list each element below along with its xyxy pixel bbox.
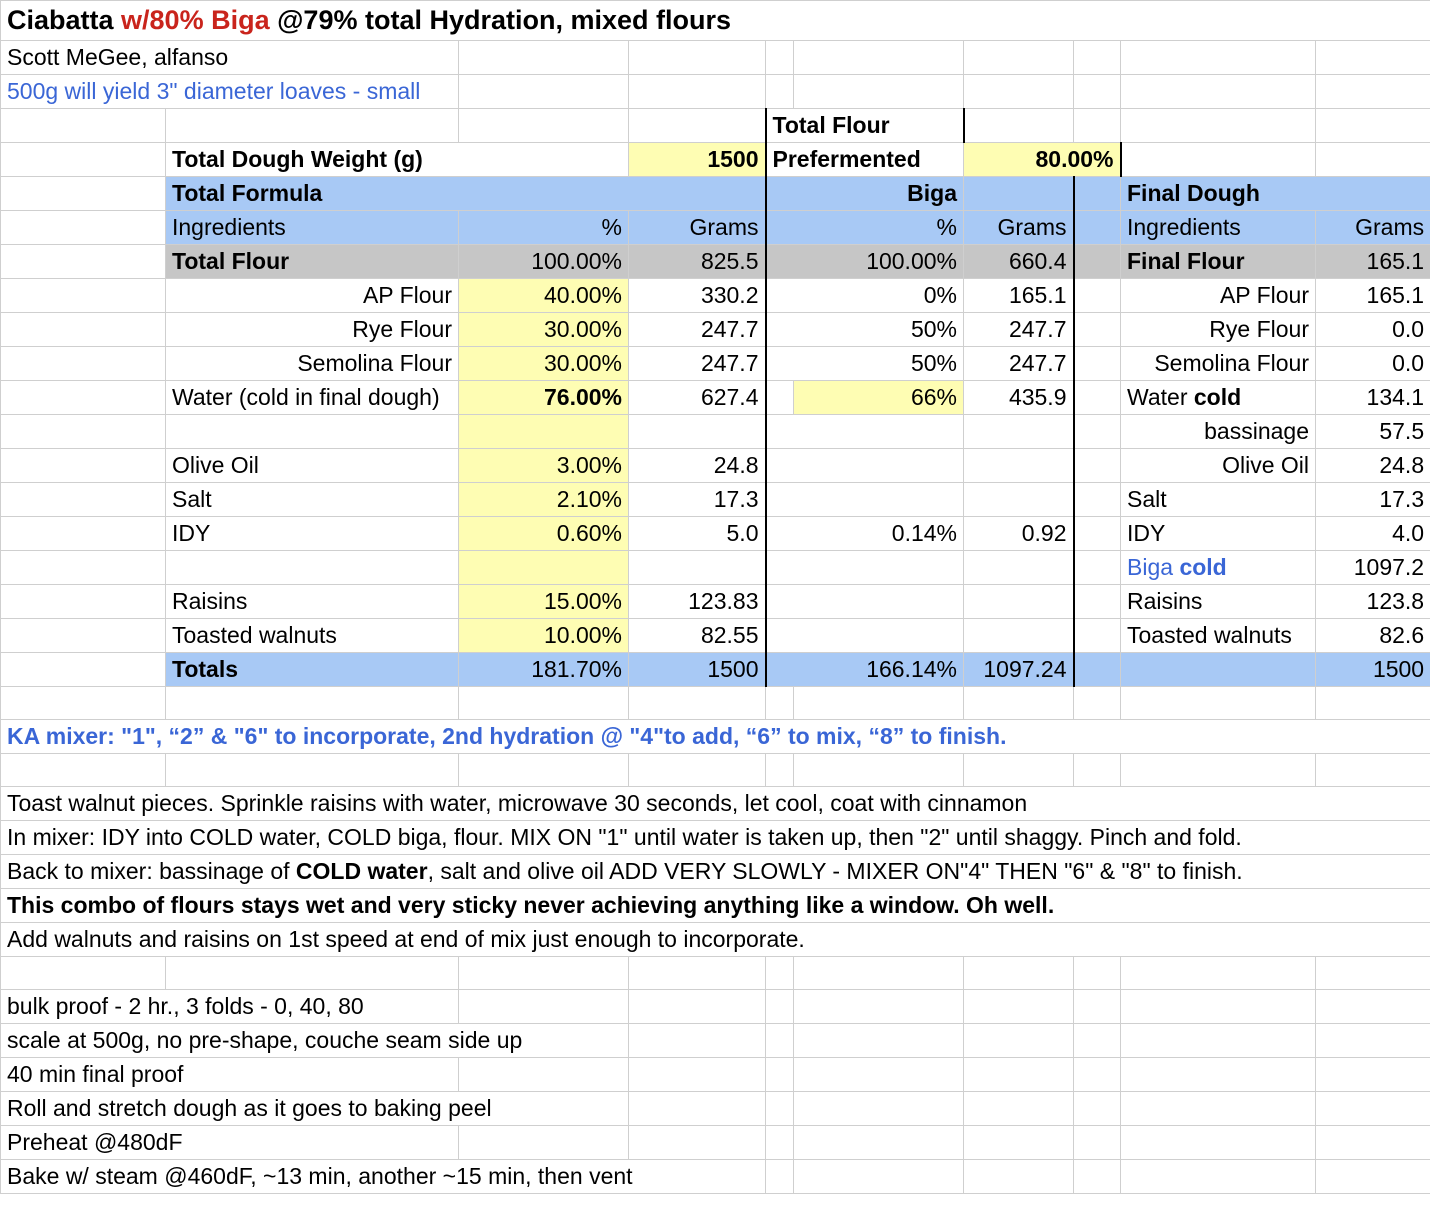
col-biga-grams: Grams xyxy=(964,211,1074,245)
table-row: Semolina Flour 30.00% 247.7 50% 247.7 Semolina Flour 0.0 xyxy=(1,347,1430,381)
table-row: Biga cold 1097.2 xyxy=(1,551,1430,585)
table-row: Total Flour 100.00% 825.5 100.00% 660.4 Final Flour 165.1 xyxy=(1,245,1430,279)
table-row: AP Flour 40.00% 330.2 0% 165.1 AP Flour 165.1 xyxy=(1,279,1430,313)
table-row: Salt 2.10% 17.3 Salt 17.3 xyxy=(1,483,1430,517)
step-text: This combo of flours stays wet and very sticky never achieving anything like a window. Oh well. xyxy=(1,889,1430,923)
totals-row: Totals 181.70% 1500 166.14% 1097.24 1500 xyxy=(1,653,1430,687)
col-final-grams: Grams xyxy=(1316,211,1430,245)
process-step: Bake w/ steam @460dF, ~13 min, another ~15 min, then vent xyxy=(1,1160,766,1194)
mixer-note: KA mixer: "1", “2” & "6" to incorporate, 2nd hydration @ "4"to add, “6” to mix, “8” to finish. xyxy=(1,720,1430,754)
process-step: 40 min final proof xyxy=(1,1058,459,1092)
table-row: Water (cold in final dough) 76.00% 627.4 66% 435.9 Water cold 134.1 xyxy=(1,381,1430,415)
prefermented-label: Prefermented xyxy=(766,143,964,177)
step-text: Toast walnut pieces. Sprinkle raisins with water, microwave 30 seconds, let cool, coat with cinnamon xyxy=(1,787,1430,821)
author: Scott MeGee, alfanso xyxy=(1,41,459,75)
yield-note: 500g will yield 3" diameter loaves - small xyxy=(1,75,459,109)
process-step: Roll and stretch dough as it goes to baking peel xyxy=(1,1092,629,1126)
recipe-title: Ciabatta w/80% Biga @79% total Hydration, mixed flours xyxy=(1,1,1430,41)
prefermented-value[interactable]: 80.00% xyxy=(964,143,1121,177)
process-step: bulk proof - 2 hr., 3 folds - 0, 40, 80 xyxy=(1,990,459,1024)
col-ingredients: Ingredients xyxy=(166,211,459,245)
step-text: In mixer: IDY into COLD water, COLD biga, flour. MIX ON "1" until water is taken up, then "2" until shaggy. Pinch and fold. xyxy=(1,821,1430,855)
table-row: IDY 0.60% 5.0 0.14% 0.92 IDY 4.0 xyxy=(1,517,1430,551)
step-text: Add walnuts and raisins on 1st speed at end of mix just enough to incorporate. xyxy=(1,923,1430,957)
step-text: Back to mixer: bassinage of COLD water, salt and olive oil ADD VERY SLOWLY - MIXER ON"4" THEN "6" & "8" to finish. xyxy=(1,855,1430,889)
dough-weight-label: Total Dough Weight (g) xyxy=(166,143,629,177)
table-row: Rye Flour 30.00% 247.7 50% 247.7 Rye Flour 0.0 xyxy=(1,313,1430,347)
col-pct: % xyxy=(459,211,629,245)
total-formula-header: Total Formula xyxy=(166,177,766,211)
col-biga-pct: % xyxy=(766,211,964,245)
total-flour-header: Total Flour xyxy=(766,109,964,143)
col-grams: Grams xyxy=(629,211,766,245)
table-row: bassinage 57.5 xyxy=(1,415,1430,449)
process-step: Preheat @480dF xyxy=(1,1126,459,1160)
final-dough-header: Final Dough xyxy=(1121,177,1430,211)
table-row: Toasted walnuts 10.00% 82.55 Toasted walnuts 82.6 xyxy=(1,619,1430,653)
dough-weight-value[interactable]: 1500 xyxy=(629,143,766,177)
col-final-ingredients: Ingredients xyxy=(1121,211,1316,245)
table-row: Raisins 15.00% 123.83 Raisins 123.8 xyxy=(1,585,1430,619)
process-step: scale at 500g, no pre-shape, couche seam side up xyxy=(1,1024,629,1058)
biga-header: Biga xyxy=(766,177,964,211)
table-row: Olive Oil 3.00% 24.8 Olive Oil 24.8 xyxy=(1,449,1430,483)
